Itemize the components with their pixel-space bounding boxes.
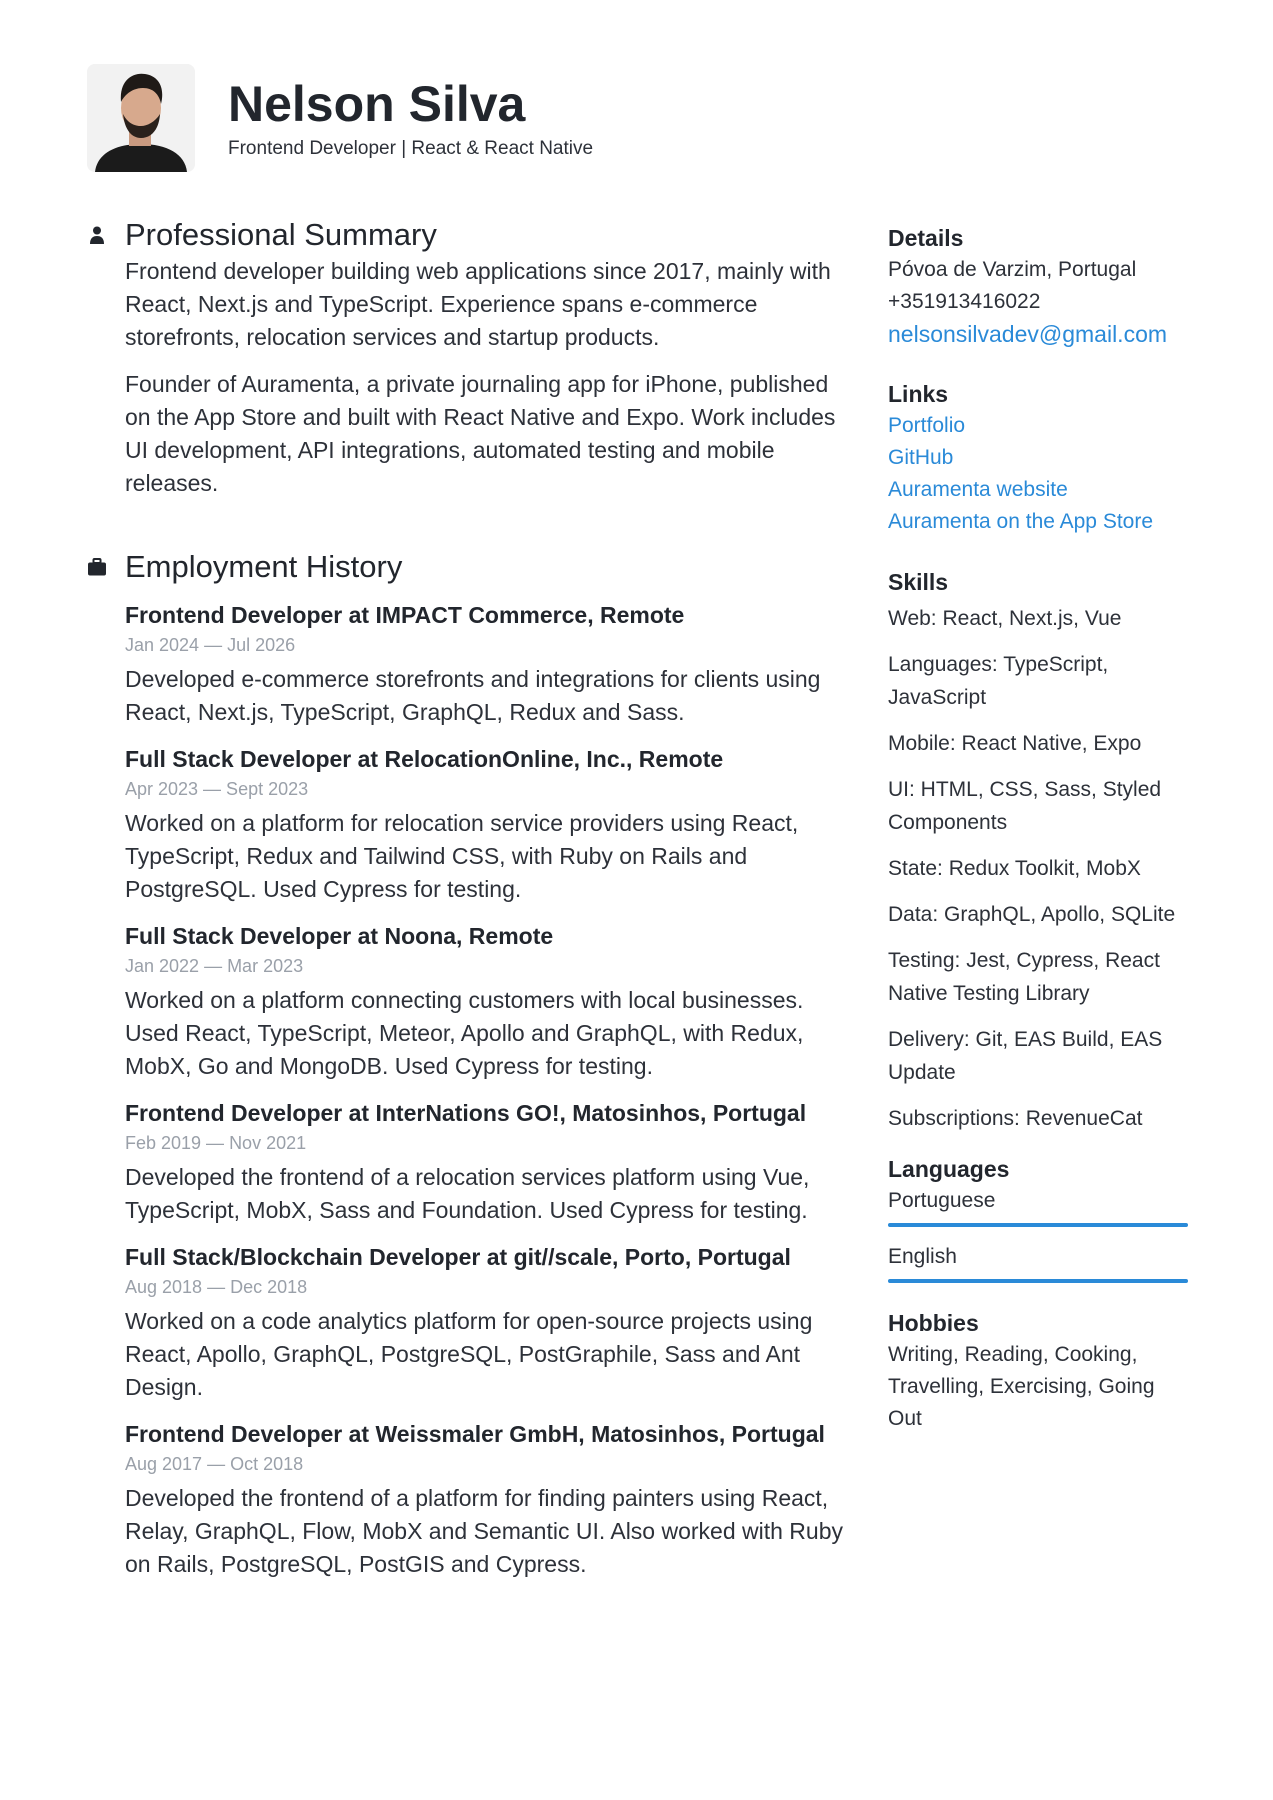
job-title: Frontend Developer at Weissmaler GmbH, Matosinhos, Portugal <box>125 1421 825 1447</box>
person-name: Nelson Silva <box>228 76 526 132</box>
job-title: Frontend Developer at IMPACT Commerce, Remote <box>125 602 685 628</box>
employment-list <box>125 599 847 1581</box>
job-dates: Aug 2018 — Dec 2018 <box>125 1277 308 1297</box>
skill-item: Delivery: Git, EAS Build, EAS Update <box>888 1028 1163 1084</box>
job-description: Worked on a code analytics platform for open-source projects using React, Apollo, GraphQL, PostgreSQL, PostGraphile, Sass and Ant Design. <box>125 1308 813 1400</box>
summary-header <box>87 215 847 255</box>
briefcase-icon <box>87 557 107 577</box>
skill-item: Web: React, Next.js, Vue <box>888 607 1122 630</box>
job-title: Full Stack Developer at Noona, Remote <box>125 923 554 949</box>
skills-section <box>888 566 1193 1135</box>
job-description: Developed e-commerce storefronts and integrations for clients using React, Next.js, TypeScript, GraphQL, Redux and Sass. <box>125 666 821 725</box>
job-dates: Jan 2024 — Jul 2026 <box>125 635 296 655</box>
summary-title: Professional Summary <box>125 217 437 252</box>
summary-content <box>125 255 847 500</box>
profile-photo <box>87 64 195 172</box>
job-title: Frontend Developer at InterNations GO!, Matosinhos, Portugal <box>125 1100 807 1126</box>
job-title: Full Stack/Blockchain Developer at git//scale, Porto, Portugal <box>125 1244 791 1270</box>
language-name: English <box>888 1245 957 1268</box>
location-text: Póvoa de Varzim, Portugal <box>888 258 1137 281</box>
hobbies-section <box>888 1307 1193 1435</box>
job-dates: Aug 2017 — Oct 2018 <box>125 1454 304 1474</box>
language-level-bar <box>888 1223 1188 1227</box>
details-section <box>888 222 1193 350</box>
auramenta-app-store-link[interactable]: Auramenta on the App Store <box>888 510 1154 533</box>
skill-item: Testing: Jest, Cypress, React Native Testing Library <box>888 949 1160 1005</box>
employment-section <box>87 547 847 1581</box>
skill-item: UI: HTML, CSS, Sass, Styled Components <box>888 778 1162 834</box>
auramenta-website-link[interactable]: Auramenta website <box>888 478 1068 501</box>
hobbies-title: Hobbies <box>888 1310 979 1336</box>
job-title: Full Stack Developer at RelocationOnline, Inc., Remote <box>125 746 724 772</box>
details-title: Details <box>888 225 964 251</box>
main-column <box>87 215 847 1581</box>
sidebar <box>888 222 1193 1463</box>
resume-header <box>87 64 1187 174</box>
skill-item: Mobile: React Native, Expo <box>888 732 1142 755</box>
person-icon <box>87 225 107 245</box>
links-title: Links <box>888 381 949 407</box>
skills-title: Skills <box>888 569 949 595</box>
employment-title: Employment History <box>125 549 403 584</box>
languages-title: Languages <box>888 1156 1010 1182</box>
job-entry <box>125 743 847 906</box>
portfolio-link[interactable]: Portfolio <box>888 414 966 437</box>
summary-paragraph: Founder of Auramenta, a private journaling app for iPhone, published on the App Store and built with React Native and Expo. Work includes UI development, API integrations, automated testing and mobile releases. <box>125 371 836 496</box>
job-description: Developed the frontend of a platform for finding painters using React, Relay, GraphQL, Flow, MobX and Semantic UI. Also worked with Ruby on Rails, PostgreSQL, PostGIS and Cypress. <box>125 1485 843 1577</box>
job-entry <box>125 1097 847 1227</box>
skill-item: State: Redux Toolkit, MobX <box>888 857 1141 880</box>
job-entry <box>125 599 847 729</box>
job-entry <box>125 920 847 1083</box>
job-entry <box>125 1241 847 1404</box>
job-dates: Apr 2023 — Sept 2023 <box>125 779 309 799</box>
job-dates: Feb 2019 — Nov 2021 <box>125 1133 307 1153</box>
skill-item: Subscriptions: RevenueCat <box>888 1107 1143 1130</box>
job-dates: Jan 2022 — Mar 2023 <box>125 956 304 976</box>
phone-text: +351913416022 <box>888 290 1041 313</box>
languages-section <box>888 1153 1193 1283</box>
language-name: Portuguese <box>888 1189 996 1212</box>
job-description: Worked on a platform for relocation service providers using React, TypeScript, Redux and Tailwind CSS, with Ruby on Rails and PostgreSQL. Used Cypress for testing. <box>125 810 799 902</box>
links-section <box>888 378 1193 538</box>
employment-header <box>87 547 847 587</box>
language-level-bar <box>888 1279 1188 1283</box>
hobbies-text: Writing, Reading, Cooking, Travelling, Exercising, Going Out <box>888 1343 1155 1430</box>
skill-item: Data: GraphQL, Apollo, SQLite <box>888 903 1176 926</box>
job-headline: Frontend Developer | React & React Native <box>228 138 594 159</box>
job-description: Developed the frontend of a relocation services platform using Vue, TypeScript, MobX, Sass and Foundation. Used Cypress for testing. <box>125 1164 810 1223</box>
avatar <box>87 64 195 172</box>
summary-paragraph: Frontend developer building web applications since 2017, mainly with React, Next.js and TypeScript. Experience spans e-commerce storefronts, relocation services and startup products. <box>125 258 831 350</box>
skill-item: Languages: TypeScript, JavaScript <box>888 653 1109 709</box>
email-link[interactable]: nelsonsilvadev@gmail.com <box>888 321 1168 347</box>
job-description: Worked on a platform connecting customers with local businesses. Used React, TypeScript, Meteor, Apollo and GraphQL, with Redux, MobX, Go and MongoDB. Used Cypress for testing. <box>125 987 804 1079</box>
summary-section <box>87 215 847 500</box>
job-entry <box>125 1418 847 1581</box>
github-link[interactable]: GitHub <box>888 446 954 469</box>
